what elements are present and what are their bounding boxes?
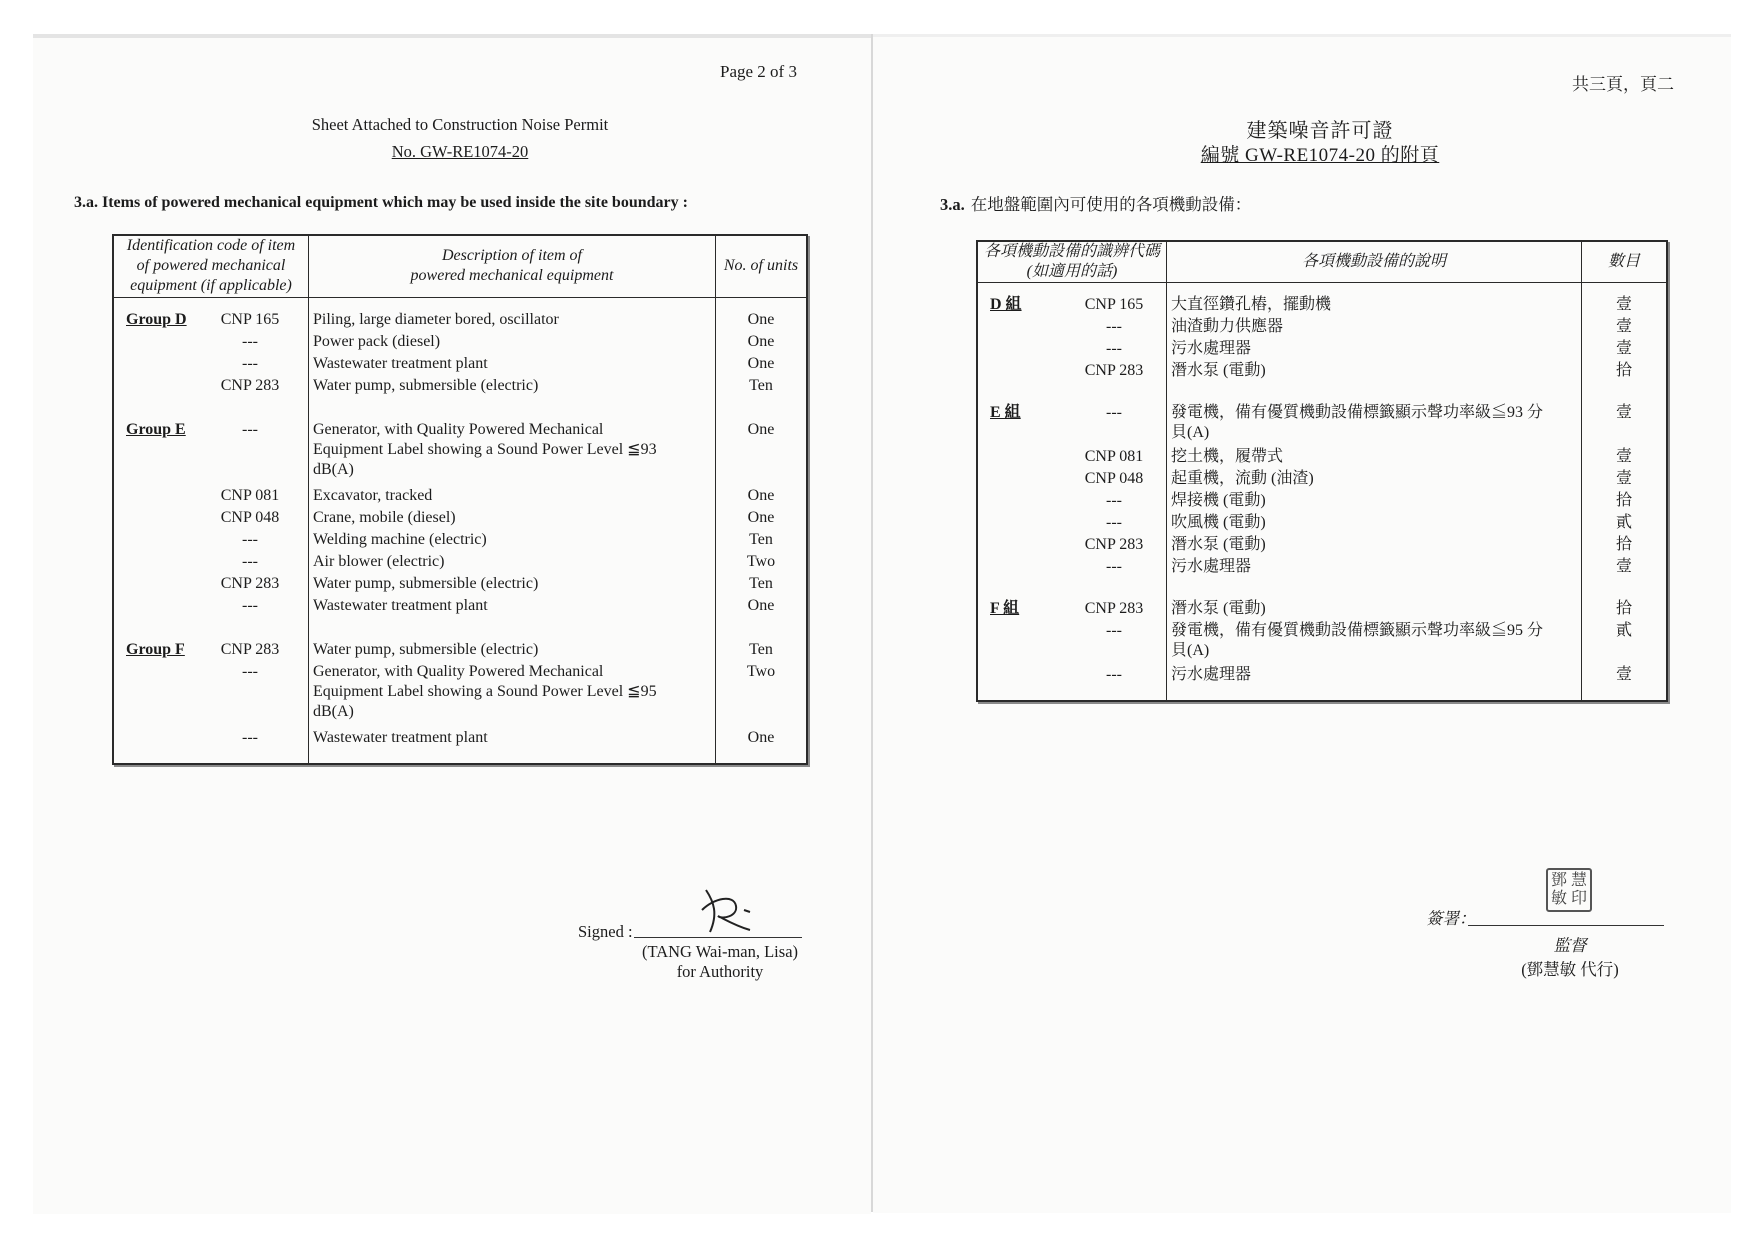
item-units: Ten [716, 530, 808, 552]
item-units: 貳 [1582, 513, 1668, 535]
zh-signatory-name: (鄧慧敏 代行) [1521, 960, 1619, 979]
item-code: --- [1106, 317, 1122, 335]
item-code: --- [1106, 339, 1122, 357]
description-line: Excavator, tracked [313, 487, 433, 504]
group-label: F 組 [990, 599, 1020, 617]
item-description [309, 486, 716, 508]
description-line: Water pump, submersible (electric) [313, 641, 539, 658]
table-row [977, 403, 1667, 447]
description-line: 貝(A) [1171, 641, 1210, 659]
item-units: 壹 [1582, 317, 1668, 339]
item-description [1167, 491, 1582, 513]
item-description [1167, 317, 1582, 339]
item-units: Ten [716, 376, 808, 398]
description-line: dB(A) [313, 703, 354, 720]
spacer-row [977, 687, 1667, 701]
item-description [1167, 535, 1582, 557]
item-code: CNP 283 [1084, 535, 1144, 553]
item-description [309, 552, 716, 574]
item-description [1167, 599, 1582, 621]
spacer-row [977, 283, 1667, 295]
equipment-table [112, 234, 808, 765]
item-description [309, 728, 716, 750]
for-authority: for Authority [676, 962, 764, 981]
description-line: 潛水泵 (電動) [1171, 361, 1266, 379]
table-row [977, 557, 1667, 579]
item-description [309, 354, 716, 376]
table-row [977, 513, 1667, 535]
description-line: 油渣動力供應器 [1171, 317, 1284, 335]
description-line: Welding machine (electric) [313, 531, 487, 548]
description-line: 污水處理器 [1171, 557, 1252, 575]
table-row [977, 295, 1667, 317]
item-code: CNP 048 [220, 509, 280, 526]
item-description [309, 596, 716, 618]
header-description: Description of item of powered mechanical equipment [309, 235, 716, 297]
item-description [309, 420, 716, 486]
table-row [113, 662, 807, 728]
item-description [1167, 361, 1582, 383]
description-line: Wastewater treatment plant [313, 729, 488, 746]
item-units: 壹 [1582, 447, 1668, 469]
description-line: Piling, large diameter bored, oscillator [313, 311, 559, 328]
item-code: CNP 048 [1084, 469, 1144, 487]
item-code: CNP 283 [220, 377, 280, 394]
item-description [309, 662, 716, 728]
item-description [1167, 403, 1582, 447]
description-line: Equipment Label showing a Sound Power Level ≦93 [313, 441, 657, 458]
item-description [309, 332, 716, 354]
signatory-name: (TANG Wai-man, Lisa) [641, 942, 799, 961]
item-units: Ten [716, 574, 808, 596]
zh-document-title: 建築噪音許可證 [1246, 120, 1394, 142]
table-row [977, 469, 1667, 491]
item-units: Ten [716, 640, 808, 662]
item-code: --- [242, 597, 258, 614]
item-description [1167, 295, 1582, 317]
item-code: --- [242, 333, 258, 350]
item-code: CNP 081 [1084, 447, 1144, 465]
table-row [113, 310, 807, 332]
item-units: 拾 [1582, 535, 1668, 557]
item-code: CNP 283 [1084, 599, 1144, 617]
item-code: CNP 283 [220, 641, 280, 658]
item-code: --- [242, 553, 258, 570]
description-line: Equipment Label showing a Sound Power Level ≦95 [313, 683, 657, 700]
description-line: 發電機，備有優質機動設備標籤顯示聲功率級≦95 分 [1171, 621, 1544, 639]
table-row [977, 665, 1667, 687]
item-description [1167, 339, 1582, 361]
table-row [113, 640, 807, 662]
spacer-row [113, 618, 807, 640]
zh-signatory-title: 監督 [1553, 936, 1587, 955]
item-code: CNP 081 [220, 487, 280, 504]
item-units: 壹 [1582, 339, 1668, 361]
zh-equipment-table [976, 240, 1668, 702]
item-units: One [716, 728, 808, 750]
item-description [309, 310, 716, 332]
item-code: --- [242, 663, 258, 680]
item-units: 壹 [1582, 403, 1668, 447]
item-code: --- [242, 421, 258, 438]
item-code: CNP 165 [1084, 295, 1144, 313]
table-row [113, 420, 807, 486]
item-description [309, 376, 716, 398]
description-line: 起重機，流動 (油渣) [1171, 469, 1314, 487]
zh-section-heading: 3.a. 在地盤範圍內可使用的各項機動設備： [940, 195, 1252, 214]
description-line: 污水處理器 [1171, 339, 1252, 357]
official-seal: 鄧 慧 敏 印 [1546, 868, 1592, 912]
item-units: One [716, 310, 808, 332]
zh-page-number: 共三頁，頁二 [1572, 75, 1674, 94]
group-label: E 組 [990, 403, 1021, 421]
description-line: 大直徑鑽孔樁，擺動機 [1171, 295, 1332, 313]
zh-signature-line [1468, 925, 1664, 926]
item-units: 壹 [1582, 557, 1668, 579]
item-units: 拾 [1582, 599, 1668, 621]
item-units: 壹 [1582, 295, 1668, 317]
item-units: 拾 [1582, 361, 1668, 383]
item-units: One [716, 486, 808, 508]
item-description [309, 530, 716, 552]
zh-header-units: 數目 [1582, 241, 1668, 283]
group-label: Group D [126, 311, 187, 328]
group-label: Group F [126, 641, 185, 658]
description-line: Wastewater treatment plant [313, 355, 488, 372]
description-line: Air blower (electric) [313, 553, 445, 570]
table-row [977, 447, 1667, 469]
table-row [113, 552, 807, 574]
item-description [1167, 665, 1582, 687]
group-label: Group E [126, 421, 186, 438]
item-units: 壹 [1582, 665, 1668, 687]
description-line: Water pump, submersible (electric) [313, 575, 539, 592]
item-units: One [716, 354, 808, 376]
item-code: CNP 283 [1084, 361, 1144, 379]
item-units: One [716, 508, 808, 530]
table-row [113, 508, 807, 530]
table-row [113, 530, 807, 552]
table-row [977, 361, 1667, 383]
zh-permit-number: 編號 GW-RE1074-20 的附頁 [1200, 145, 1440, 166]
item-code: --- [242, 729, 258, 746]
item-code: --- [1106, 403, 1122, 421]
description-line: Generator, with Quality Powered Mechanical [313, 663, 604, 680]
zh-header-id: 各項機動設備的識辨代碼 (如適用的話) [977, 241, 1167, 283]
item-units: One [716, 332, 808, 354]
signed-label: Signed : [578, 922, 633, 941]
spacer-row [977, 383, 1667, 403]
table-row [977, 621, 1667, 665]
item-code: --- [1106, 513, 1122, 531]
description-line: dB(A) [313, 461, 354, 478]
spacer-row [113, 297, 807, 310]
table-row [113, 354, 807, 376]
description-line: Power pack (diesel) [313, 333, 441, 350]
table-row [113, 486, 807, 508]
signature-line [634, 937, 802, 938]
item-code: --- [242, 531, 258, 548]
description-line: Water pump, submersible (electric) [313, 377, 539, 394]
table-row [977, 339, 1667, 361]
zh-signed-label: 簽署： [1426, 909, 1476, 928]
item-units: One [716, 596, 808, 618]
description-line: Generator, with Quality Powered Mechanical [313, 421, 604, 438]
item-code: --- [1106, 491, 1122, 509]
description-line: 潛水泵 (電動) [1171, 599, 1266, 617]
table-row [113, 596, 807, 618]
item-description [309, 574, 716, 596]
description-line: 吹風機 (電動) [1171, 513, 1266, 531]
item-code: --- [242, 355, 258, 372]
description-line: Wastewater treatment plant [313, 597, 488, 614]
item-units: 拾 [1582, 491, 1668, 513]
permit-number: No. GW-RE1074-20 [391, 142, 529, 161]
header-units: No. of units [716, 235, 808, 297]
description-line: Crane, mobile (diesel) [313, 509, 456, 526]
item-units: 貳 [1582, 621, 1668, 665]
group-label: D 組 [990, 295, 1022, 313]
header-id: Identification code of item of powered mechanical equipment (if applicable) [113, 235, 309, 297]
spacer-row [977, 579, 1667, 599]
item-code: --- [1106, 557, 1122, 575]
item-description [1167, 513, 1582, 535]
item-description [1167, 469, 1582, 491]
item-code: --- [1106, 665, 1122, 683]
table-row [977, 317, 1667, 339]
item-units: 壹 [1582, 469, 1668, 491]
table-row [113, 376, 807, 398]
item-description [1167, 621, 1582, 665]
description-line: 潛水泵 (電動) [1171, 535, 1266, 553]
page-number: Page 2 of 3 [720, 62, 797, 81]
table-row [113, 332, 807, 354]
table-row [977, 491, 1667, 513]
item-units: Two [716, 662, 808, 728]
section-heading: 3.a. Items of powered mechanical equipment which may be used inside the site boundary : [74, 194, 688, 211]
description-line: 焊接機 (電動) [1171, 491, 1266, 509]
item-code: CNP 165 [220, 311, 280, 328]
item-description [1167, 557, 1582, 579]
description-line: 發電機，備有優質機動設備標籤顯示聲功率級≦93 分 [1171, 403, 1544, 421]
spacer-row [113, 750, 807, 764]
item-units: One [716, 420, 808, 486]
item-description [1167, 447, 1582, 469]
description-line: 貝(A) [1171, 423, 1210, 441]
table-row [113, 574, 807, 596]
page-divider [871, 34, 873, 1212]
spacer-row [113, 398, 807, 420]
table-row [977, 599, 1667, 621]
signature-mark [692, 880, 762, 936]
zh-header-description: 各項機動設備的說明 [1167, 241, 1582, 283]
item-code: CNP 283 [220, 575, 280, 592]
item-units: Two [716, 552, 808, 574]
description-line: 污水處理器 [1171, 665, 1252, 683]
table-row [113, 728, 807, 750]
table-row [977, 535, 1667, 557]
item-description [309, 640, 716, 662]
description-line: 挖土機，履帶式 [1171, 447, 1284, 465]
document-title: Sheet Attached to Construction Noise Permit [311, 115, 609, 134]
item-code: --- [1106, 621, 1122, 639]
item-description [309, 508, 716, 530]
